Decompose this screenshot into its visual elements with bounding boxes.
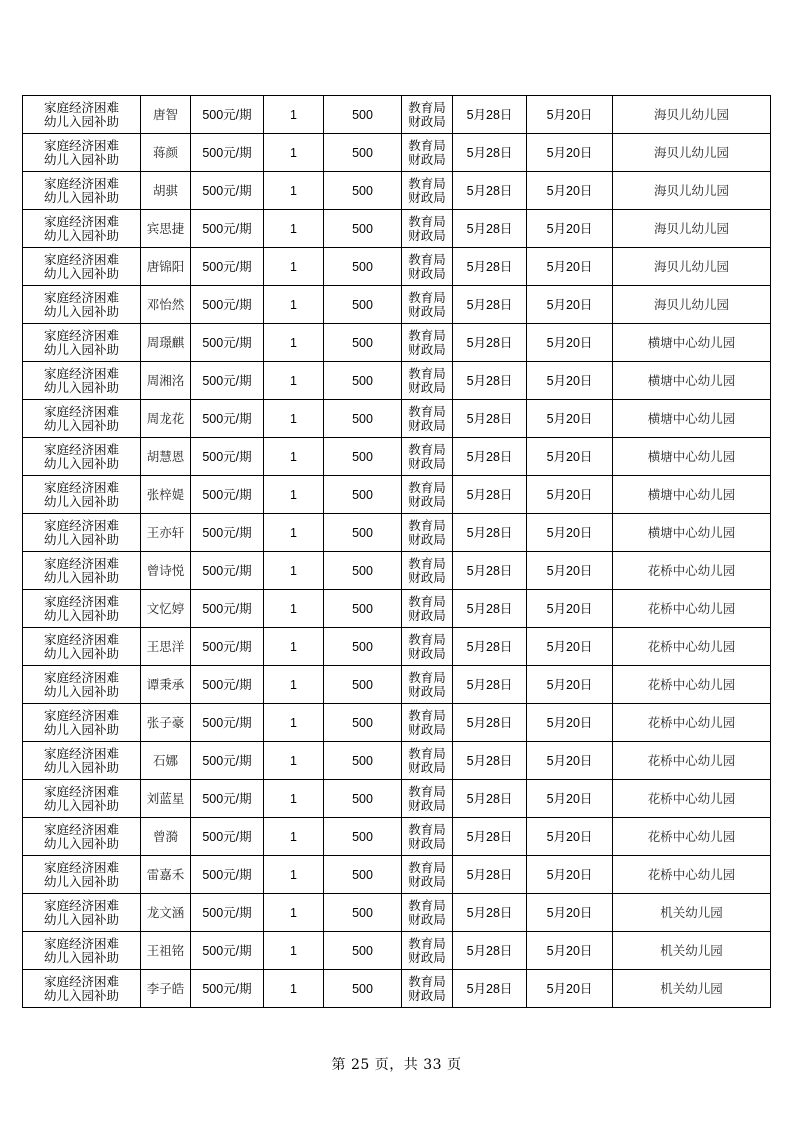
table-row [23, 666, 771, 704]
cell-amount: 500 [324, 780, 402, 818]
cell-department: 教育局 财政局 [402, 970, 453, 1008]
cell-count: 1 [264, 704, 324, 742]
cell-kindergarten: 花桥中心幼儿园 [613, 780, 771, 818]
cell-date-1: 5月28日 [453, 628, 527, 666]
cell-count: 1 [264, 590, 324, 628]
cell-name: 周湘洺 [141, 362, 191, 400]
table-row [23, 514, 771, 552]
table-row [23, 818, 771, 856]
cell-standard: 500元/期 [191, 818, 264, 856]
cell-amount: 500 [324, 96, 402, 134]
cell-item: 家庭经济困难 幼儿入园补助 [23, 856, 141, 894]
cell-department: 教育局 财政局 [402, 362, 453, 400]
cell-name: 雷嘉禾 [141, 856, 191, 894]
cell-department: 教育局 财政局 [402, 400, 453, 438]
cell-standard: 500元/期 [191, 172, 264, 210]
table-body [23, 96, 771, 1008]
cell-name: 谭秉承 [141, 666, 191, 704]
cell-date-1: 5月28日 [453, 476, 527, 514]
cell-date-2: 5月20日 [527, 324, 613, 362]
cell-date-1: 5月28日 [453, 552, 527, 590]
cell-count: 1 [264, 362, 324, 400]
cell-amount: 500 [324, 514, 402, 552]
cell-amount: 500 [324, 248, 402, 286]
cell-item: 家庭经济困难 幼儿入园补助 [23, 628, 141, 666]
cell-amount: 500 [324, 286, 402, 324]
cell-item: 家庭经济困难 幼儿入园补助 [23, 438, 141, 476]
cell-date-1: 5月28日 [453, 286, 527, 324]
cell-standard: 500元/期 [191, 742, 264, 780]
cell-department: 教育局 财政局 [402, 666, 453, 704]
table-row [23, 438, 771, 476]
cell-kindergarten: 海贝儿幼儿园 [613, 134, 771, 172]
cell-date-2: 5月20日 [527, 134, 613, 172]
cell-count: 1 [264, 134, 324, 172]
table-row [23, 856, 771, 894]
cell-date-2: 5月20日 [527, 742, 613, 780]
cell-item: 家庭经济困难 幼儿入园补助 [23, 248, 141, 286]
cell-kindergarten: 花桥中心幼儿园 [613, 856, 771, 894]
cell-standard: 500元/期 [191, 704, 264, 742]
cell-count: 1 [264, 856, 324, 894]
cell-amount: 500 [324, 590, 402, 628]
cell-item: 家庭经济困难 幼儿入园补助 [23, 134, 141, 172]
cell-name: 邓怡然 [141, 286, 191, 324]
cell-kindergarten: 花桥中心幼儿园 [613, 666, 771, 704]
cell-date-2: 5月20日 [527, 970, 613, 1008]
cell-item: 家庭经济困难 幼儿入园补助 [23, 96, 141, 134]
cell-name: 胡慧恩 [141, 438, 191, 476]
cell-date-1: 5月28日 [453, 438, 527, 476]
cell-name: 张梓媞 [141, 476, 191, 514]
cell-kindergarten: 花桥中心幼儿园 [613, 818, 771, 856]
cell-department: 教育局 财政局 [402, 590, 453, 628]
cell-standard: 500元/期 [191, 932, 264, 970]
cell-department: 教育局 财政局 [402, 818, 453, 856]
cell-name: 宾思捷 [141, 210, 191, 248]
cell-item: 家庭经济困难 幼儿入园补助 [23, 894, 141, 932]
cell-kindergarten: 海贝儿幼儿园 [613, 96, 771, 134]
cell-date-1: 5月28日 [453, 932, 527, 970]
cell-item: 家庭经济困难 幼儿入园补助 [23, 286, 141, 324]
cell-name: 石娜 [141, 742, 191, 780]
cell-department: 教育局 财政局 [402, 932, 453, 970]
cell-count: 1 [264, 476, 324, 514]
cell-standard: 500元/期 [191, 96, 264, 134]
cell-kindergarten: 海贝儿幼儿园 [613, 172, 771, 210]
cell-count: 1 [264, 514, 324, 552]
cell-item: 家庭经济困难 幼儿入园补助 [23, 932, 141, 970]
cell-item: 家庭经济困难 幼儿入园补助 [23, 362, 141, 400]
cell-kindergarten: 机关幼儿园 [613, 932, 771, 970]
table-row [23, 476, 771, 514]
cell-date-1: 5月28日 [453, 210, 527, 248]
cell-standard: 500元/期 [191, 476, 264, 514]
cell-date-2: 5月20日 [527, 286, 613, 324]
cell-date-2: 5月20日 [527, 362, 613, 400]
cell-count: 1 [264, 96, 324, 134]
cell-name: 周璟麒 [141, 324, 191, 362]
cell-department: 教育局 财政局 [402, 704, 453, 742]
cell-date-2: 5月20日 [527, 96, 613, 134]
cell-standard: 500元/期 [191, 894, 264, 932]
cell-count: 1 [264, 932, 324, 970]
cell-name: 张子豪 [141, 704, 191, 742]
cell-name: 龙文涵 [141, 894, 191, 932]
cell-standard: 500元/期 [191, 248, 264, 286]
table-row [23, 590, 771, 628]
table-row [23, 172, 771, 210]
cell-date-1: 5月28日 [453, 590, 527, 628]
cell-kindergarten: 花桥中心幼儿园 [613, 742, 771, 780]
cell-item: 家庭经济困难 幼儿入园补助 [23, 324, 141, 362]
cell-kindergarten: 花桥中心幼儿园 [613, 590, 771, 628]
cell-standard: 500元/期 [191, 286, 264, 324]
table-row [23, 96, 771, 134]
cell-amount: 500 [324, 666, 402, 704]
cell-standard: 500元/期 [191, 134, 264, 172]
cell-item: 家庭经济困难 幼儿入园补助 [23, 476, 141, 514]
cell-item: 家庭经济困难 幼儿入园补助 [23, 780, 141, 818]
footer-total-pages: 33 [423, 1057, 443, 1073]
cell-count: 1 [264, 248, 324, 286]
page-footer [0, 1054, 793, 1074]
table-row [23, 742, 771, 780]
cell-standard: 500元/期 [191, 362, 264, 400]
cell-item: 家庭经济困难 幼儿入园补助 [23, 172, 141, 210]
cell-date-1: 5月28日 [453, 742, 527, 780]
cell-date-1: 5月28日 [453, 248, 527, 286]
cell-date-2: 5月20日 [527, 514, 613, 552]
cell-item: 家庭经济困难 幼儿入园补助 [23, 970, 141, 1008]
cell-date-2: 5月20日 [527, 590, 613, 628]
cell-kindergarten: 机关幼儿园 [613, 894, 771, 932]
cell-amount: 500 [324, 856, 402, 894]
cell-date-2: 5月20日 [527, 666, 613, 704]
cell-amount: 500 [324, 210, 402, 248]
cell-date-1: 5月28日 [453, 856, 527, 894]
cell-department: 教育局 财政局 [402, 134, 453, 172]
cell-count: 1 [264, 172, 324, 210]
cell-name: 胡骐 [141, 172, 191, 210]
cell-department: 教育局 财政局 [402, 172, 453, 210]
cell-name: 王思洋 [141, 628, 191, 666]
cell-amount: 500 [324, 476, 402, 514]
cell-department: 教育局 财政局 [402, 742, 453, 780]
cell-date-1: 5月28日 [453, 134, 527, 172]
cell-standard: 500元/期 [191, 666, 264, 704]
cell-date-2: 5月20日 [527, 438, 613, 476]
cell-date-2: 5月20日 [527, 704, 613, 742]
cell-count: 1 [264, 780, 324, 818]
cell-name: 曾漪 [141, 818, 191, 856]
table-row [23, 894, 771, 932]
cell-date-1: 5月28日 [453, 362, 527, 400]
cell-amount: 500 [324, 438, 402, 476]
footer-prefix: 第 [331, 1057, 347, 1073]
cell-count: 1 [264, 286, 324, 324]
cell-amount: 500 [324, 362, 402, 400]
subsidy-table [22, 95, 771, 1008]
footer-middle: 页，共 [374, 1057, 419, 1073]
cell-item: 家庭经济困难 幼儿入园补助 [23, 400, 141, 438]
cell-kindergarten: 海贝儿幼儿园 [613, 248, 771, 286]
cell-date-2: 5月20日 [527, 818, 613, 856]
cell-date-1: 5月28日 [453, 970, 527, 1008]
cell-department: 教育局 财政局 [402, 438, 453, 476]
table-row [23, 286, 771, 324]
cell-date-2: 5月20日 [527, 476, 613, 514]
cell-department: 教育局 财政局 [402, 210, 453, 248]
cell-item: 家庭经济困难 幼儿入园补助 [23, 552, 141, 590]
cell-department: 教育局 财政局 [402, 476, 453, 514]
cell-name: 李子皓 [141, 970, 191, 1008]
cell-name: 文忆婷 [141, 590, 191, 628]
cell-date-1: 5月28日 [453, 172, 527, 210]
cell-department: 教育局 财政局 [402, 856, 453, 894]
cell-standard: 500元/期 [191, 514, 264, 552]
cell-item: 家庭经济困难 幼儿入园补助 [23, 704, 141, 742]
cell-name: 王祖铭 [141, 932, 191, 970]
cell-standard: 500元/期 [191, 400, 264, 438]
cell-department: 教育局 财政局 [402, 286, 453, 324]
cell-date-1: 5月28日 [453, 324, 527, 362]
table-row [23, 780, 771, 818]
cell-item: 家庭经济困难 幼儿入园补助 [23, 742, 141, 780]
cell-standard: 500元/期 [191, 552, 264, 590]
cell-standard: 500元/期 [191, 856, 264, 894]
cell-kindergarten: 机关幼儿园 [613, 970, 771, 1008]
table-row [23, 248, 771, 286]
cell-kindergarten: 横塘中心幼儿园 [613, 400, 771, 438]
table-row [23, 324, 771, 362]
cell-date-1: 5月28日 [453, 400, 527, 438]
cell-department: 教育局 财政局 [402, 780, 453, 818]
table-row [23, 704, 771, 742]
cell-date-1: 5月28日 [453, 818, 527, 856]
cell-date-2: 5月20日 [527, 932, 613, 970]
cell-department: 教育局 财政局 [402, 894, 453, 932]
table-row [23, 210, 771, 248]
table-row [23, 362, 771, 400]
cell-department: 教育局 财政局 [402, 96, 453, 134]
cell-kindergarten: 横塘中心幼儿园 [613, 324, 771, 362]
cell-amount: 500 [324, 628, 402, 666]
cell-count: 1 [264, 818, 324, 856]
cell-date-2: 5月20日 [527, 552, 613, 590]
cell-date-2: 5月20日 [527, 210, 613, 248]
cell-name: 唐智 [141, 96, 191, 134]
cell-amount: 500 [324, 970, 402, 1008]
cell-count: 1 [264, 666, 324, 704]
footer-current-page: 25 [350, 1057, 370, 1073]
cell-amount: 500 [324, 818, 402, 856]
cell-kindergarten: 花桥中心幼儿园 [613, 628, 771, 666]
cell-count: 1 [264, 438, 324, 476]
cell-item: 家庭经济困难 幼儿入园补助 [23, 514, 141, 552]
cell-count: 1 [264, 742, 324, 780]
cell-date-2: 5月20日 [527, 172, 613, 210]
footer-suffix: 页 [446, 1057, 462, 1073]
cell-kindergarten: 横塘中心幼儿园 [613, 514, 771, 552]
cell-kindergarten: 横塘中心幼儿园 [613, 362, 771, 400]
cell-date-1: 5月28日 [453, 96, 527, 134]
cell-count: 1 [264, 324, 324, 362]
cell-kindergarten: 海贝儿幼儿园 [613, 286, 771, 324]
cell-amount: 500 [324, 742, 402, 780]
cell-kindergarten: 横塘中心幼儿园 [613, 476, 771, 514]
cell-kindergarten: 横塘中心幼儿园 [613, 438, 771, 476]
cell-standard: 500元/期 [191, 210, 264, 248]
cell-date-1: 5月28日 [453, 666, 527, 704]
cell-name: 曾诗悦 [141, 552, 191, 590]
cell-count: 1 [264, 210, 324, 248]
cell-item: 家庭经济困难 幼儿入园补助 [23, 818, 141, 856]
cell-name: 刘蓝星 [141, 780, 191, 818]
table-row [23, 552, 771, 590]
cell-amount: 500 [324, 932, 402, 970]
cell-amount: 500 [324, 172, 402, 210]
cell-department: 教育局 财政局 [402, 324, 453, 362]
cell-amount: 500 [324, 400, 402, 438]
cell-date-2: 5月20日 [527, 400, 613, 438]
table-row [23, 400, 771, 438]
cell-count: 1 [264, 628, 324, 666]
cell-standard: 500元/期 [191, 628, 264, 666]
cell-kindergarten: 海贝儿幼儿园 [613, 210, 771, 248]
cell-date-2: 5月20日 [527, 780, 613, 818]
cell-name: 唐锦阳 [141, 248, 191, 286]
cell-date-2: 5月20日 [527, 894, 613, 932]
cell-kindergarten: 花桥中心幼儿园 [613, 552, 771, 590]
cell-amount: 500 [324, 324, 402, 362]
cell-date-1: 5月28日 [453, 704, 527, 742]
cell-date-1: 5月28日 [453, 780, 527, 818]
cell-count: 1 [264, 970, 324, 1008]
cell-amount: 500 [324, 704, 402, 742]
table-row [23, 134, 771, 172]
cell-department: 教育局 财政局 [402, 248, 453, 286]
table-row [23, 628, 771, 666]
cell-date-2: 5月20日 [527, 856, 613, 894]
cell-name: 蒋颜 [141, 134, 191, 172]
cell-item: 家庭经济困难 幼儿入园补助 [23, 590, 141, 628]
cell-count: 1 [264, 894, 324, 932]
cell-amount: 500 [324, 894, 402, 932]
table-row [23, 932, 771, 970]
cell-count: 1 [264, 400, 324, 438]
cell-count: 1 [264, 552, 324, 590]
cell-kindergarten: 花桥中心幼儿园 [613, 704, 771, 742]
cell-item: 家庭经济困难 幼儿入园补助 [23, 210, 141, 248]
cell-department: 教育局 财政局 [402, 552, 453, 590]
cell-item: 家庭经济困难 幼儿入园补助 [23, 666, 141, 704]
cell-standard: 500元/期 [191, 970, 264, 1008]
cell-standard: 500元/期 [191, 438, 264, 476]
cell-standard: 500元/期 [191, 780, 264, 818]
cell-name: 周龙花 [141, 400, 191, 438]
cell-name: 王亦轩 [141, 514, 191, 552]
cell-amount: 500 [324, 134, 402, 172]
cell-date-2: 5月20日 [527, 628, 613, 666]
cell-date-1: 5月28日 [453, 514, 527, 552]
table-row [23, 970, 771, 1008]
cell-department: 教育局 财政局 [402, 514, 453, 552]
cell-department: 教育局 财政局 [402, 628, 453, 666]
cell-standard: 500元/期 [191, 590, 264, 628]
cell-date-1: 5月28日 [453, 894, 527, 932]
cell-amount: 500 [324, 552, 402, 590]
cell-date-2: 5月20日 [527, 248, 613, 286]
cell-standard: 500元/期 [191, 324, 264, 362]
